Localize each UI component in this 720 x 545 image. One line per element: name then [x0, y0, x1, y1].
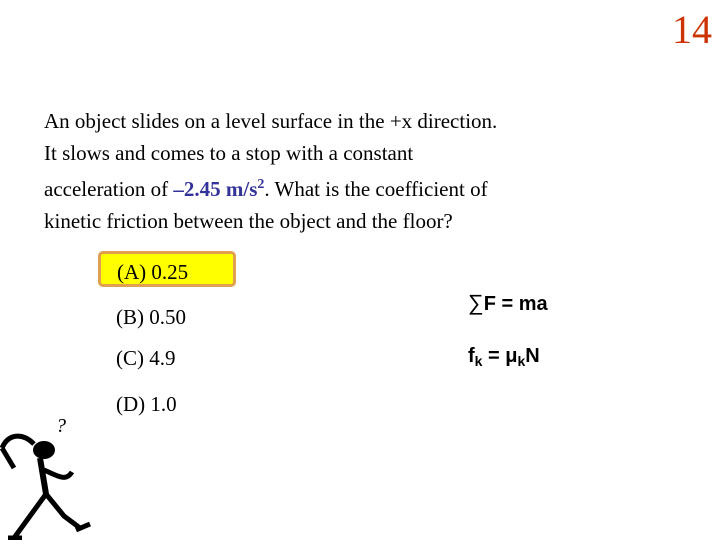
- question-mark: ?: [56, 415, 66, 437]
- question-line-4: kinetic friction between the object and the floor?: [44, 209, 453, 233]
- question-text-d: . What is the coefficient of: [264, 177, 488, 201]
- choice-a[interactable]: (A) 0.25: [98, 251, 236, 287]
- question-text-c: acceleration of: [44, 177, 174, 201]
- question-line-1: [44, 105, 684, 137]
- normal-force-symbol: N: [525, 345, 540, 367]
- equation-2-mid: = μ: [482, 345, 518, 367]
- question-line-2: It slows and comes to a stop with a constant: [44, 141, 414, 165]
- friction-subscript: k: [474, 353, 483, 369]
- equation-newton-second-law: [468, 290, 548, 316]
- equation-kinetic-friction: [468, 345, 540, 369]
- acceleration-number: –2.45 m/s: [173, 177, 258, 201]
- slide-number: 14: [672, 7, 712, 52]
- question-text: [44, 105, 684, 237]
- equation-1-text: F = ma: [483, 293, 548, 315]
- mu-subscript: k: [517, 353, 526, 369]
- choice-c[interactable]: (C) 4.9: [116, 346, 176, 370]
- sum-symbol: ∑: [468, 290, 484, 315]
- friction-symbol: f: [468, 345, 475, 367]
- question-text-a: An object slides on a level surface in the: [44, 109, 390, 133]
- choice-b[interactable]: (B) 0.50: [116, 305, 186, 329]
- acceleration-exponent: 2: [257, 177, 265, 192]
- question-text-b: x direction.: [401, 109, 498, 133]
- acceleration-value: [173, 177, 264, 201]
- plus-sign: +: [389, 109, 402, 133]
- choice-d[interactable]: (D) 1.0: [116, 392, 177, 416]
- thinking-stick-figure-icon: [0, 412, 110, 545]
- question-line-3: [44, 169, 684, 205]
